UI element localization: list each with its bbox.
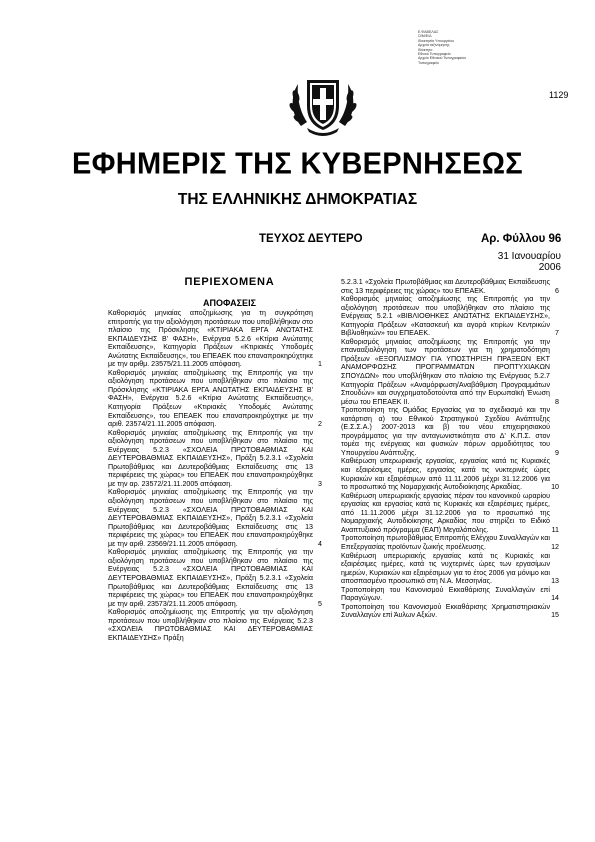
toc-entry-text: Τροποποίηση πρωτοβάθμιας Επιτροπής Ελέγχου Συναλλαγών και Επεξεργασίας προϊόντων ζωικής προέλευσης. — [341, 534, 550, 551]
toc-entry-text: Καθορισμός μηνιαίας αποζημίωσης της Επιτροπής για την επανααξιολόγηση των προτάσεων για τη χρηματοδότηση Πράξεων «ΕΞΟΠΛΙΣΜΟΥ ΓΙΑ ΥΠΟΣΤΗΡΙΞΗ ΠΡΑΞΕΩΝ ΕΚΤ ΑΝΑΜΟΡΦΩΣΗΣ ΠΡΟΓΡΑΜΜΑΤΩΝ ΠΡΟΠΤΥΧΙΑΚΩΝ ΣΠΟΥΔΩΝ» που υποβλήθηκαν στο πλαίσιο της Ενέργειας 5.2.7 Κατηγορία Πράξεων «Αναμόρφωση/Αναβάθμιση Προγραμμάτων Σπουδών» και συγχρηματοδοτούνται από την Ευρωπαϊκή Ένωση μέσω του ΕΠΕΑΕΚ ΙΙ. — [341, 337, 550, 406]
toc-entry-text: Καθιέρωση υπερωριακής εργασίας πέραν του κανονικού ωραρίου εργασίας και εργασίας κατά τις Κυριακές και εξαιρέσιμες ημέρες, από 11.11.2006 μέχρι 31.12.2006 για το προσωπικό της Νομαρχιακής Αυτοδιοίκησης Αρκαδίας που στηρίζει το Ειδικό Αναπτυξιακό πρόγραμμα (ΕΑΠ) Μεγαλόπολης. — [341, 491, 550, 534]
toc-entry-page: 8 — [555, 397, 559, 406]
sheet-number: Αρ. Φύλλου 96 — [481, 233, 562, 245]
toc-entry-text: Καθορισμός μηνιαίας αποζημίωσης της Επιτροπής για την αξιολόγηση προτάσεων που υποβλήθηκαν στο πλαίσιο της Ενέργειας 5.2.1 «ΒΙΒΛΙΟΘΗΚΕΣ ΑΝΩΤΑΤΗΣ ΕΚΠΑΙΔΕΥΣΗΣ», Κατηγορία Πράξεων «Κατασκευή και αγορά κτιρίων Κεντρικών Βιβλιοθηκών» του ΕΠΕΑΕΚ. — [341, 295, 550, 338]
toc-entry-text: Καθορισμός μηνιαίας αποζημίωσης της Επιτροπής για την αξιολόγηση προτάσεων που υποβλήθηκαν στο πλαίσιο της Ενέργειας 5.2.3 «ΣΧΟΛΕΙΑ ΠΡΩΤΟΒΑΘΜΙΑΣ ΚΑΙ ΔΕΥΤΕΡΟΒΑΘΜΙΑΣ ΕΚΠΑΙΔΕΥΣΗΣ», Πράξη 5.2.3.1 «Σχολεία Πρωτοβάθμιας και Δευτεροβάθμιας Εκπαίδευσης στις 13 περιφέρειες της χώρας» του ΕΠΕΑΕΚ που επαναπροκηρύχθηκε με την αριθ. 23569/21.11.2005 απόφαση. — [108, 488, 313, 548]
stamp-line: Τυπογραφείο — [418, 60, 439, 65]
toc-entry[interactable] — [341, 457, 559, 491]
toc-left-column — [108, 309, 322, 642]
toc-entry-text: Καθορισμός μηνιαίας αποζημίωσης της Επιτροπής για την αξιολόγηση προτάσεων που υποβλήθηκαν στο πλαίσιο της Ενέργειας 5.2.3 «ΣΧΟΛΕΙΑ ΠΡΩΤΟΒΑΘΜΙΑΣ ΚΑΙ ΔΕΥΤΕΡΟΒΑΘΜΙΑΣ ΕΚΠΑΙΔΕΥΣΗΣ», Πράξη 5.2.3.1 «Σχολεία Πρωτοβάθμιας και Δευτεροβάθμιας Εκπαίδευσης στις 13 περιφέρειες της χώρας» του ΕΠΕΑΕΚ που επαναπροκηρύχθηκε με την αρ. 23572/21.11.2005 απόφαση. — [108, 428, 313, 488]
coat-of-arms-emblem — [285, 66, 361, 147]
toc-entry-text: Καθιέρωση υπερωριακής εργασίας, εργασίας κατά τις Κυριακές και εξαιρέσιμες ημέρες, εργασίας κατά τις νυκτερινές ώρες Κυριακών και εξαιρέσιμων από 11.11.2006 μέχρι 31.12.2006 για το προσωπικό της Νομαρχιακής Αυτοδιοίκησης Αρκαδίας. — [341, 457, 550, 492]
registry-stamp — [418, 30, 466, 65]
toc-entry-text: Καθιέρωση υπερωριακής εργασίας κατά τις Κυριακές και εξαιρέσιμες ημέρες, κατά τις νυχτερινές ώρες των εργασίμων ημερών, Κυριακών και εξαιρέσιμων για το έτος 2006 για μόνιμο και αποσπασμένο προσωπικό στη Ν.Α. Μεσσηνίας. — [341, 551, 550, 586]
toc-entry-page: 15 — [551, 611, 559, 620]
stamp-line: Ο/Μ/Ε/Δ — [418, 34, 432, 39]
toc-entry-page: 13 — [551, 577, 559, 586]
republic-title: ΤΗΣ ΕΛΛΗΝΙΚΗΣ ΔΗΜΟΚΡΑΤΙΑΣ — [177, 191, 418, 208]
stamp-line: Αρχεία ταξινόμησης — [418, 43, 450, 48]
toc-entry-page: 4 — [318, 539, 322, 548]
gazette-title: ΕΦΗΜΕΡΙΣ ΤΗΣ ΚΥΒΕΡΝΗΣΕΩΣ — [72, 147, 523, 181]
issue-type: ΤΕΥΧΟΣ ΔΕΥΤΕΡΟ — [259, 233, 363, 245]
toc-entry[interactable] — [341, 295, 559, 338]
page-number: 1129 — [549, 90, 569, 100]
stamp-line: Ε.ΦΑΒΕΛΑΣ — [418, 30, 439, 34]
decisions-heading: ΑΠΟΦΑΣΕΙΣ — [203, 298, 256, 308]
toc-entry[interactable] — [108, 309, 322, 369]
toc-entry-text: Καθορισμός μηνιαίας αποζημίωσης της Επιτροπής για την αξιολόγηση προτάσεων που υποβλήθηκαν στο πλαίσιο της Ενέργειας 5.2.3 «ΣΧΟΛΕΙΑ ΠΡΩΤΟΒΑΘΜΙΑΣ ΚΑΙ ΔΕΥΤΕΡΟΒΑΘΜΙΑΣ ΕΚΠΑΙΔΕΥΣΗΣ», Πράξη 5.2.3.1 «Σχολεία Πρωτοβάθμιας και Δευτεροβάθμιας Εκπαίδευσης στις 13 περιφέρειες της χώρας» του ΕΠΕΑΕΚ που επαναπροκηρύχθηκε με την αριθ. 23573/21.11.2005 απόφαση. — [108, 548, 313, 608]
toc-entry-text: Τροποποίηση του Κανονισμού Εκκαθάρισης Χρηματιστηριακών Συναλλαγών επί Άυλων Αξιών. — [341, 602, 550, 620]
toc-entry[interactable] — [341, 586, 559, 603]
contents-heading: ΠΕΡΙΕΧΟΜΕΝΑ — [184, 276, 275, 288]
toc-entry-text: Καθορισμός μηνιαίας αποζημίωσης της Επιτροπής για την αξιολόγηση προτάσεων που υποβλήθηκαν στο πλαίσιο της Πρόσκλησης «ΚΤΙΡΙΑΚΑ ΕΡΓΑ ΑΝΩΤΑΤΗΣ ΕΚΠΑΙΔΕΥΣΗΣ Β' ΦΑΣΗ», Ενέργεια 5.2.6 «Κτίρια Ανώτατης Εκπαίδευσης», Κατηγορία Πράξεων «Κτιριακές Υποδομές Ανώτατης Εκπαίδευσης», του ΕΠΕΑΕΚ που επαναπροκηρύχτηκε με την αριθ. 23574/21.11.2005 απόφαση. — [108, 368, 313, 429]
toc-entry[interactable] — [108, 429, 322, 489]
toc-entry-page: 12 — [551, 542, 559, 551]
toc-entry-page: 5 — [318, 599, 322, 608]
toc-entry[interactable] — [341, 492, 559, 535]
toc-entry[interactable] — [108, 369, 322, 429]
issue-date: 31 Ιανουαρίου 2006 — [497, 251, 561, 273]
toc-entry-page: 1 — [318, 360, 322, 369]
toc-entry-text: Τροποποίηση του Κανονισμού Εκκαθάρισης Συναλλαγών επί Παραγώγων. — [341, 585, 550, 603]
toc-entry-page: 2 — [318, 420, 322, 429]
toc-entry-text: 5.2.3.1 «Σχολεία Πρωτοβάθμιας και Δευτεροβάθμιας Εκπαίδευσης στις 13 περιφέρειες της χώρας» του ΕΠΕΑΕΚ. — [341, 278, 550, 295]
toc-entry-text: Τροποποίηση της Ομάδας Εργασίας για το σχεδιασμό και την κατάρτιση α) του Εθνικού Στρατηγικού Σχεδίου Ανάπτυξης (Ε.Σ.Σ.Α.) 2007-2013 και β) του νέου επιχειρησιακού προγράμματος για την ανταγωνιστικότητα στο Δ' Κ.Π.Σ. στον τομέα της ενέργειας και φυσικών πόρων αρμοδιότητας του Υπουργείου Ανάπτυξης. — [341, 406, 550, 457]
toc-entry-page: 14 — [551, 594, 559, 603]
toc-entry[interactable] — [108, 488, 322, 548]
toc-entry[interactable] — [341, 552, 559, 586]
toc-entry-page: 11 — [551, 525, 559, 534]
toc-entry-page: 10 — [551, 483, 559, 492]
toc-entry-page: 9 — [555, 448, 559, 457]
toc-entry[interactable] — [341, 534, 559, 551]
toc-entry[interactable] — [341, 278, 559, 295]
toc-entry-text: Καθορισμός μηνιαίας αποζημίωσης για τη συγκρότηση επιτροπής για την αξιολόγηση προτάσεων που υποβλήθηκαν στο πλαίσιο της Πρόσκλησης «ΚΤΙΡΙΑΚΑ ΕΡΓΑ ΑΝΩΤΑΤΗΣ ΕΚΠΑΙΔΕΥΣΗΣ Β' ΦΑΣΗ», Ενέργεια 5.2.6 «Κτίρια Ανώτατης Εκπαίδευσης», Κατηγορία Πράξεων «Κτιριακές Υποδομές Ανώτατης Εκπαίδευσης», του ΕΠΕΑΕΚ που επαναπροκηρύχτηκε με την αριθμ. 23575/21.11.2005 απόφαση. — [108, 309, 313, 369]
toc-entry-page: 6 — [555, 286, 559, 295]
stamp-line: Αρχείο Εθνικού Τυπογραφείου — [418, 56, 467, 61]
toc-entry[interactable] — [341, 338, 559, 406]
toc-entry-page: 3 — [318, 479, 322, 488]
toc-entry[interactable] — [341, 603, 559, 620]
toc-entry-page: 7 — [555, 329, 559, 338]
toc-entry[interactable] — [108, 608, 322, 642]
stamp-line: Ιδιόκτητο — [418, 47, 433, 52]
stamp-line: Ιδιοκτησία Υπουργείου — [418, 38, 455, 43]
toc-entry[interactable] — [341, 406, 559, 457]
toc-entry[interactable] — [108, 548, 322, 608]
stamp-line: Εθνικό Τυπογραφείο — [418, 52, 451, 57]
toc-right-column — [341, 278, 559, 620]
toc-entry-text: Καθορισμός αποζημίωσης της Επιτροπής για την αξιολόγηση προτάσεων που υποβλήθηκαν στο πλαίσιο της Ενέργειας 5.2.3 «ΣΧΟΛΕΙΑ ΠΡΩΤΟΒΑΘΜΙΑΣ ΚΑΙ ΔΕΥΤΕΡΟΒΑΘΜΙΑΣ ΕΚΠΑΙΔΕΥΣΗΣ» Πράξη — [108, 608, 313, 642]
